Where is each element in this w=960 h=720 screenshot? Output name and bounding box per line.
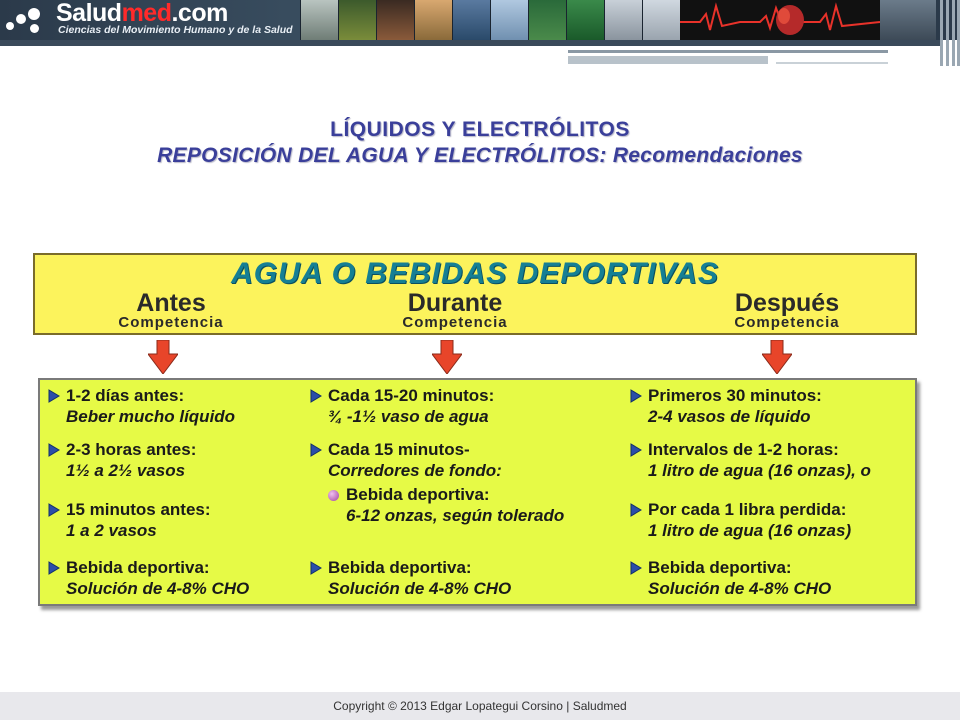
site-banner bbox=[0, 0, 960, 40]
triangle-bullet-icon bbox=[310, 443, 322, 457]
decorative-line bbox=[568, 56, 768, 64]
runner-photo bbox=[880, 0, 936, 40]
item-heading: Bebida deportiva: bbox=[66, 558, 210, 577]
item-detail: Solución de 4-8% CHO bbox=[648, 579, 832, 598]
item-detail: 1½ a 2½ vasos bbox=[66, 461, 186, 480]
down-arrow-icon bbox=[148, 340, 178, 374]
item-heading: Primeros 30 minutos: bbox=[648, 386, 822, 405]
item-detail: Solución de 4-8% CHO bbox=[328, 579, 512, 598]
triangle-bullet-icon bbox=[48, 389, 60, 403]
down-arrow-icon bbox=[432, 340, 462, 374]
purple-dot-icon bbox=[328, 490, 339, 501]
item-heading: Intervalos de 1-2 horas: bbox=[648, 440, 839, 459]
triangle-bullet-icon bbox=[630, 443, 642, 457]
item-detail: 1 litro de agua (16 onzas) bbox=[648, 521, 852, 540]
sub-item-detail: 6-12 onzas, según tolerado bbox=[346, 506, 565, 525]
triangle-bullet-icon bbox=[630, 503, 642, 517]
triangle-bullet-icon bbox=[630, 389, 642, 403]
slide-title: LÍQUIDOS Y ELECTRÓLITOS bbox=[330, 118, 630, 141]
footer bbox=[0, 692, 960, 720]
triangle-bullet-icon bbox=[310, 389, 322, 403]
ecg-heart-image bbox=[680, 0, 880, 40]
item-detail: 1 a 2 vasos bbox=[66, 521, 157, 540]
phase-header-box bbox=[33, 253, 917, 335]
item-heading: Cada 15 minutos- bbox=[328, 440, 470, 459]
item-heading: 15 minutos antes: bbox=[66, 500, 211, 519]
triangle-bullet-icon bbox=[48, 443, 60, 457]
item-heading: Bebida deportiva: bbox=[648, 558, 792, 577]
phase-despues bbox=[707, 291, 867, 331]
site-logo[interactable]: Saludmed.com bbox=[56, 0, 228, 27]
item-detail: Corredores de fondo: bbox=[328, 461, 502, 480]
site-tagline: Ciencias del Movimiento Humano y de la Salud bbox=[58, 24, 293, 36]
phase-durante bbox=[375, 291, 535, 331]
triangle-bullet-icon bbox=[310, 561, 322, 575]
phase-label: Después bbox=[734, 289, 840, 317]
down-arrow-icon bbox=[762, 340, 792, 374]
logo-icon bbox=[4, 4, 44, 36]
phase-label: Durante bbox=[407, 289, 503, 317]
item-heading: 1-2 días antes: bbox=[66, 386, 185, 405]
banner-underbar bbox=[0, 40, 940, 46]
decorative-line bbox=[568, 50, 888, 53]
phase-sublabel: Competencia bbox=[402, 314, 508, 331]
decorative-vertical-bars bbox=[932, 0, 960, 66]
phase-header-title: AGUA O BEBIDAS DEPORTIVAS bbox=[231, 257, 719, 290]
item-detail: Solución de 4-8% CHO bbox=[66, 579, 250, 598]
decorative-line bbox=[776, 62, 888, 64]
item-detail: Beber mucho líquido bbox=[66, 407, 236, 426]
item-heading: 2-3 horas antes: bbox=[66, 440, 197, 459]
triangle-bullet-icon bbox=[48, 561, 60, 575]
item-detail: ¾ -1½ vaso de agua bbox=[328, 407, 489, 426]
item-detail: 2-4 vasos de líquido bbox=[648, 407, 811, 426]
triangle-bullet-icon bbox=[630, 561, 642, 575]
item-heading: Cada 15-20 minutos: bbox=[328, 386, 495, 405]
phase-sublabel: Competencia bbox=[118, 314, 224, 331]
triangle-bullet-icon bbox=[48, 503, 60, 517]
item-heading: Por cada 1 libra perdida: bbox=[648, 500, 847, 519]
item-heading: Bebida deportiva: bbox=[328, 558, 472, 577]
copyright-text: Copyright © 2013 Edgar Lopategui Corsino | Saludmed bbox=[333, 699, 627, 713]
sub-item-heading: Bebida deportiva: bbox=[346, 485, 490, 504]
phase-antes bbox=[91, 291, 251, 331]
item-detail: 1 litro de agua (16 onzas), o bbox=[648, 461, 871, 480]
recommendations-box bbox=[38, 378, 917, 606]
phase-label: Antes bbox=[136, 289, 206, 317]
slide-subtitle: REPOSICIÓN DEL AGUA Y ELECTRÓLITOS: Recomendaciones bbox=[157, 144, 803, 167]
phase-sublabel: Competencia bbox=[734, 314, 840, 331]
banner-photo-strip bbox=[300, 0, 680, 40]
